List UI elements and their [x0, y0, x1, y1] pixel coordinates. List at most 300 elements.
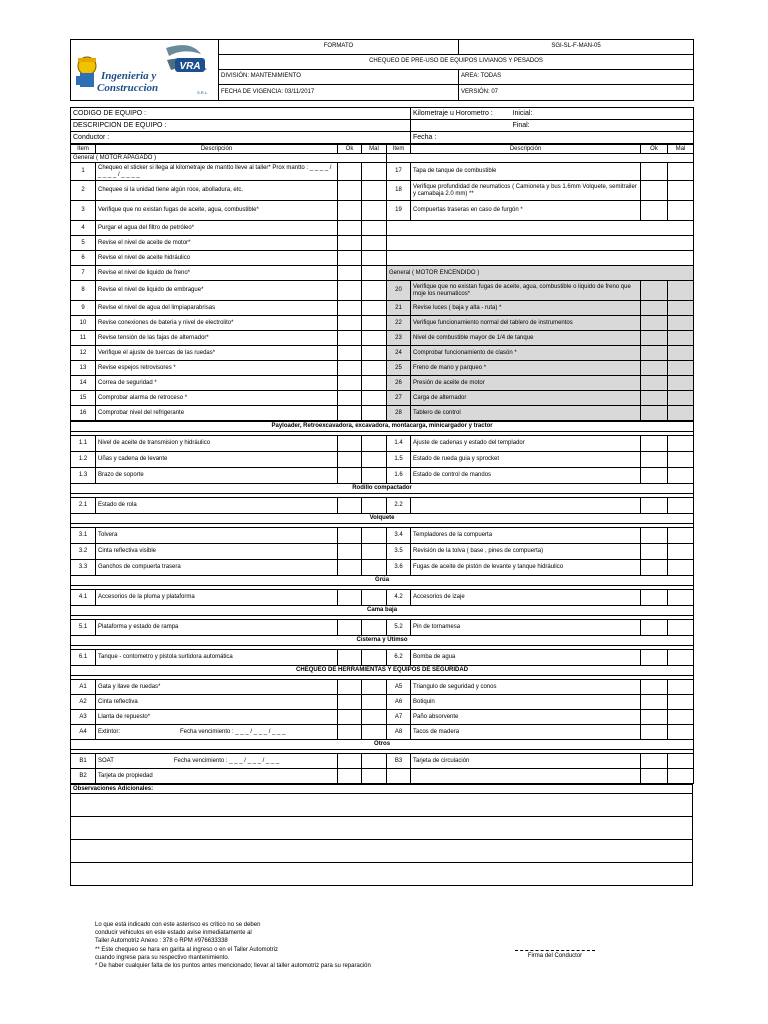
signature-line[interactable] — [515, 950, 595, 951]
item-number: 3 — [71, 201, 96, 221]
mal-checkbox[interactable] — [362, 710, 387, 725]
form-title: CHEQUEO DE PRE-USO DE EQUIPOS LIVIANOS Y PESADOS — [219, 54, 694, 69]
checklist-row — [71, 266, 694, 281]
item-number: 6.1 — [71, 650, 96, 666]
item-description — [411, 769, 641, 784]
item-number: 25 — [387, 361, 411, 376]
item-number: 20 — [387, 281, 411, 301]
item-description — [96, 754, 338, 769]
mal-checkbox[interactable] — [362, 236, 387, 251]
ok-checkbox[interactable] — [641, 754, 668, 769]
mal-checkbox[interactable] — [362, 468, 387, 484]
ok-checkbox[interactable] — [338, 498, 362, 514]
item-text: Ganchos de compuerta trasera — [98, 564, 181, 570]
item-number: 17 — [387, 163, 411, 181]
mal-checkbox[interactable] — [362, 498, 387, 514]
ok-checkbox[interactable] — [338, 281, 362, 301]
mal-checkbox[interactable] — [668, 620, 694, 636]
item-text: Tarjeta de propiedad — [98, 772, 153, 779]
mal-checkbox[interactable] — [668, 452, 694, 468]
ok-checkbox[interactable] — [641, 695, 668, 710]
mal-checkbox[interactable] — [668, 769, 694, 784]
item-description — [96, 590, 338, 606]
ok-checkbox[interactable] — [338, 590, 362, 606]
col-mal: Mal — [362, 145, 387, 154]
codigo-field[interactable]: CODIGO DE EQUIPO : — [71, 108, 411, 120]
ok-checkbox[interactable] — [641, 181, 668, 201]
ok-checkbox[interactable] — [338, 528, 362, 544]
section-row — [71, 468, 694, 484]
mal-checkbox[interactable] — [668, 436, 694, 452]
item-description: Verifique que no existan fugas de aceite, agua, combustible* — [96, 201, 338, 221]
ok-checkbox[interactable] — [641, 544, 668, 560]
item-number: 23 — [387, 331, 411, 346]
item-text: Tanque - contometro y pistola surtidora automática — [98, 654, 233, 660]
general-rows — [71, 163, 694, 421]
item-description — [96, 769, 338, 784]
section-row — [71, 725, 694, 740]
ok-checkbox[interactable] — [338, 406, 362, 421]
observaciones-line[interactable] — [71, 863, 693, 886]
item-description: Chequeo el sticker si llega al kilometraje de mantto lleve al taller* Prox mantto : _ _ _ _ / _ _ _ _ / _ _ _ _ — [96, 163, 338, 181]
item-number: 5 — [71, 236, 96, 251]
item-number: 8 — [71, 281, 96, 301]
ok-checkbox[interactable] — [338, 468, 362, 484]
inicial-field[interactable]: Inicial: — [511, 108, 694, 120]
observaciones-line[interactable] — [71, 794, 693, 817]
item-number: 1.2 — [71, 452, 96, 468]
mal-checkbox[interactable] — [362, 650, 387, 666]
section-heading: Payloader, Retroexcavadora, excavadora, montacarga, minicargador y tractor — [71, 422, 694, 432]
section-row — [71, 590, 694, 606]
mal-checkbox[interactable] — [362, 754, 387, 769]
col-ok: Ok — [338, 145, 362, 154]
mal-checkbox[interactable] — [668, 181, 694, 201]
item-number: 4.1 — [71, 590, 96, 606]
observaciones-line[interactable] — [71, 817, 693, 840]
checklist-row — [71, 406, 694, 421]
ok-checkbox[interactable] — [338, 361, 362, 376]
ok-checkbox[interactable] — [338, 560, 362, 576]
item-description: Botiquin — [411, 695, 641, 710]
item-description: Verifique que no existan fugas de aceite, agua, combustible o liquido de freno que moje los neumaticos* — [411, 281, 641, 301]
item-number: A6 — [387, 695, 411, 710]
item-number: 9 — [71, 301, 96, 316]
ok-checkbox[interactable] — [641, 346, 668, 361]
mal-checkbox[interactable] — [668, 391, 694, 406]
mal-checkbox[interactable] — [362, 528, 387, 544]
mal-checkbox[interactable] — [668, 710, 694, 725]
mal-checkbox[interactable] — [362, 590, 387, 606]
section-row — [71, 754, 694, 769]
ok-checkbox[interactable] — [338, 346, 362, 361]
ok-checkbox[interactable] — [338, 221, 362, 236]
section-row — [71, 680, 694, 695]
mal-checkbox[interactable] — [362, 316, 387, 331]
item-number: 5.2 — [387, 620, 411, 636]
ok-checkbox[interactable] — [641, 560, 668, 576]
checklist-row — [71, 236, 694, 251]
mal-checkbox[interactable] — [362, 695, 387, 710]
mal-checkbox[interactable] — [362, 163, 387, 181]
item-number: 6 — [71, 251, 96, 266]
mal-checkbox[interactable] — [362, 301, 387, 316]
mal-checkbox[interactable] — [362, 361, 387, 376]
item-description: Correa de seguridad * — [96, 376, 338, 391]
mal-checkbox[interactable] — [668, 301, 694, 316]
observaciones-line[interactable] — [71, 840, 693, 863]
ok-checkbox[interactable] — [338, 163, 362, 181]
item-description: Estado de control de mandos — [411, 468, 641, 484]
item-description: Presión de aceite de motor — [411, 376, 641, 391]
ok-checkbox[interactable] — [641, 301, 668, 316]
mal-checkbox[interactable] — [668, 680, 694, 695]
mal-checkbox[interactable] — [362, 620, 387, 636]
mal-checkbox[interactable] — [668, 201, 694, 221]
mal-checkbox[interactable] — [362, 266, 387, 281]
mal-checkbox[interactable] — [668, 695, 694, 710]
item-description — [96, 695, 338, 710]
item-number: A3 — [71, 710, 96, 725]
mal-checkbox[interactable] — [668, 346, 694, 361]
mal-checkbox[interactable] — [362, 376, 387, 391]
item-number: 7 — [71, 266, 96, 281]
item-description: Fugas de aceite de pistón de levante y tanque hidráulico — [411, 560, 641, 576]
item-text: Uñas y cadena de levante — [98, 456, 168, 462]
form-header — [70, 39, 694, 101]
checklist-row — [71, 301, 694, 316]
general-on-heading: General ( MOTOR ENCENDIDO ) — [387, 266, 694, 281]
mal-checkbox[interactable] — [362, 181, 387, 201]
section-row — [71, 544, 694, 560]
item-number: A1 — [71, 680, 96, 695]
fecha-vencimiento[interactable]: Fecha vencimiento : _ _ _ / _ _ _ / _ _ _ — [180, 728, 286, 735]
section-row — [71, 620, 694, 636]
item-number: 6.2 — [387, 650, 411, 666]
mal-checkbox[interactable] — [668, 590, 694, 606]
checklist-row — [71, 331, 694, 346]
mal-checkbox[interactable] — [362, 769, 387, 784]
section-heading: CHEQUEO DE HERRAMIENTAS Y EQUIPOS DE SEGURIDAD — [71, 666, 694, 676]
ok-checkbox[interactable] — [338, 201, 362, 221]
col-item: Item — [387, 145, 411, 154]
item-number — [387, 769, 411, 784]
item-description: Revise el nivel de agua del limpiaparabrisas — [96, 301, 338, 316]
item-description: Freno de mano y parqueo * — [411, 361, 641, 376]
section-row — [71, 695, 694, 710]
item-text: Extintor: — [98, 728, 121, 735]
ok-checkbox[interactable] — [338, 391, 362, 406]
section-heading: Volquete — [71, 514, 694, 524]
item-description — [96, 710, 338, 725]
item-description: Revise el nivel de aceite hidráulico — [96, 251, 338, 266]
note-line: conducir vehiculos en este estado avise inmediatamente al — [95, 930, 252, 937]
ok-checkbox[interactable] — [641, 316, 668, 331]
ok-checkbox[interactable] — [641, 710, 668, 725]
checklist-row — [71, 251, 694, 266]
sections-table — [70, 421, 694, 784]
item-description: Purgar el agua del filtro de petróleo* — [96, 221, 338, 236]
ok-checkbox[interactable] — [641, 436, 668, 452]
item-description: Nivel de combustible mayor de 1/4 de tanque — [411, 331, 641, 346]
checklist-row — [71, 361, 694, 376]
mal-checkbox[interactable] — [362, 560, 387, 576]
item-number: 1 — [71, 163, 96, 181]
item-number: 15 — [71, 391, 96, 406]
ok-checkbox[interactable] — [641, 163, 668, 181]
item-description: Revise conexiones de bateria y nivel de electrolito* — [96, 316, 338, 331]
logo-line1: Ingenieria y — [101, 70, 157, 82]
ok-checkbox[interactable] — [338, 710, 362, 725]
item-description: Tacos de madera — [411, 725, 641, 740]
mal-checkbox[interactable] — [668, 376, 694, 391]
item-text: Llanta de repuesto* — [98, 713, 151, 720]
mal-checkbox[interactable] — [668, 725, 694, 740]
logo-suffix: S.R.L. — [197, 90, 209, 95]
ok-checkbox[interactable] — [338, 650, 362, 666]
observaciones-label: Observaciones Adicionales: — [71, 785, 693, 794]
mal-checkbox[interactable] — [668, 528, 694, 544]
section-heading: Grúa — [71, 576, 694, 586]
checklist-row — [71, 221, 694, 236]
ok-checkbox[interactable] — [338, 680, 362, 695]
mal-checkbox[interactable] — [362, 725, 387, 740]
signature-label: Firma del Conductor — [527, 953, 583, 959]
conductor-field[interactable]: Conductor : — [71, 132, 411, 144]
ok-checkbox[interactable] — [641, 201, 668, 221]
ok-checkbox[interactable] — [338, 181, 362, 201]
item-description — [96, 620, 338, 636]
item-description: Verifique funcionamiento normal del tablero de instrumentos — [411, 316, 641, 331]
equipment-fields — [70, 107, 694, 144]
final-field[interactable]: Final: — [511, 120, 694, 132]
fecha-field[interactable]: Fecha : — [411, 132, 694, 144]
ok-checkbox[interactable] — [641, 361, 668, 376]
mal-checkbox[interactable] — [362, 201, 387, 221]
mal-checkbox[interactable] — [668, 163, 694, 181]
empty-cell — [387, 236, 694, 251]
item-number: A7 — [387, 710, 411, 725]
logo-graphic — [71, 40, 217, 97]
ok-checkbox[interactable] — [641, 281, 668, 301]
header-division: DIVISIÓN: MANTENIMIENTO — [219, 69, 459, 84]
ok-checkbox[interactable] — [641, 406, 668, 421]
section-row — [71, 560, 694, 576]
section-heading: Cama baja — [71, 606, 694, 616]
mal-checkbox[interactable] — [668, 361, 694, 376]
item-description: Triangulo de seguridad y conos — [411, 680, 641, 695]
item-text: Accesorios de la pluma y plataforma — [98, 594, 195, 600]
item-description: Revise el nivel de aceite de motor* — [96, 236, 338, 251]
item-description — [96, 468, 338, 484]
fecha-vencimiento[interactable]: Fecha vencimiento : _ _ _ / _ _ _ / _ _ _ — [173, 757, 280, 764]
mal-checkbox[interactable] — [668, 560, 694, 576]
item-description: Comprobar nivel del refrigerante — [96, 406, 338, 421]
empty-cell — [387, 251, 694, 266]
mal-checkbox[interactable] — [668, 406, 694, 421]
mal-checkbox[interactable] — [362, 251, 387, 266]
ok-checkbox[interactable] — [641, 650, 668, 666]
signature-block — [515, 950, 595, 959]
item-description: Revise espejos retrovisores * — [96, 361, 338, 376]
section-row — [71, 436, 694, 452]
checklist-table — [70, 144, 694, 421]
checklist-form — [70, 39, 693, 886]
item-description: Compuertas traseras en caso de furgón * — [411, 201, 641, 221]
item-number: 4 — [71, 221, 96, 236]
item-description: Chequee si la unidad tiene algún roce, abolladura, etc. — [96, 181, 338, 201]
ok-checkbox[interactable] — [641, 498, 668, 514]
ok-checkbox[interactable] — [338, 452, 362, 468]
note-line: * De haber cualquier falta de los puntos antes mencionado; llevar al taller automotriz para su reparación — [95, 963, 371, 970]
item-description: Tapa de tanque de combustible — [411, 163, 641, 181]
ok-checkbox[interactable] — [338, 301, 362, 316]
ok-checkbox[interactable] — [641, 376, 668, 391]
item-description — [96, 498, 338, 514]
item-number: 2.2 — [387, 498, 411, 514]
item-number: 3.1 — [71, 528, 96, 544]
ok-checkbox[interactable] — [641, 331, 668, 346]
mal-checkbox[interactable] — [668, 498, 694, 514]
ok-checkbox[interactable] — [641, 391, 668, 406]
ok-checkbox[interactable] — [338, 725, 362, 740]
section-row — [71, 650, 694, 666]
item-text: Nivel de aceite de transmision y hidráulico — [98, 440, 211, 446]
item-number: 5.1 — [71, 620, 96, 636]
mal-checkbox[interactable] — [362, 331, 387, 346]
item-description: Bomba de agua — [411, 650, 641, 666]
item-number: 13 — [71, 361, 96, 376]
section-heading: Otros — [71, 740, 694, 750]
ok-checkbox[interactable] — [338, 316, 362, 331]
mal-checkbox[interactable] — [362, 406, 387, 421]
ok-checkbox[interactable] — [641, 620, 668, 636]
logo-line2: Construccion — [97, 82, 159, 94]
item-description: Tablero de control — [411, 406, 641, 421]
mal-checkbox[interactable] — [668, 331, 694, 346]
note-line: cuando ingrese para su respectivo mantenimiento. — [95, 954, 230, 961]
item-text: Cinta reflectiva — [98, 698, 138, 705]
item-description: Accesorios de izaje — [411, 590, 641, 606]
ok-checkbox[interactable] — [338, 266, 362, 281]
ok-checkbox[interactable] — [338, 251, 362, 266]
item-text: Cinta reflectiva visible — [98, 548, 157, 554]
ok-checkbox[interactable] — [338, 376, 362, 391]
mal-checkbox[interactable] — [362, 436, 387, 452]
section-row — [71, 769, 694, 784]
item-number: 3.6 — [387, 560, 411, 576]
section-row — [71, 452, 694, 468]
section-row — [71, 528, 694, 544]
mal-checkbox[interactable] — [668, 754, 694, 769]
item-description: Revise el nivel de liquido de embrague* — [96, 281, 338, 301]
ok-checkbox[interactable] — [338, 331, 362, 346]
note-line: Taller Automotriz Anexo : 378 o RPM #976633338 — [95, 938, 228, 945]
section-row — [71, 710, 694, 725]
ok-checkbox[interactable] — [641, 769, 668, 784]
ok-checkbox[interactable] — [338, 695, 362, 710]
ok-checkbox[interactable] — [338, 620, 362, 636]
mal-checkbox[interactable] — [668, 650, 694, 666]
item-number: 24 — [387, 346, 411, 361]
ok-checkbox[interactable] — [338, 436, 362, 452]
ok-checkbox[interactable] — [641, 590, 668, 606]
km-label: Kilometraje u Horometro : — [411, 108, 511, 120]
item-number: 1.6 — [387, 468, 411, 484]
checklist-row — [71, 201, 694, 221]
ok-checkbox[interactable] — [641, 452, 668, 468]
item-text: Tolvera — [98, 532, 118, 538]
item-description — [96, 452, 338, 468]
item-description: Comprobar alarma de retroceso * — [96, 391, 338, 406]
checklist-row — [71, 316, 694, 331]
mal-checkbox[interactable] — [362, 680, 387, 695]
item-number: 2 — [71, 181, 96, 201]
item-text: Brazo de soporte — [98, 472, 144, 478]
ok-checkbox[interactable] — [641, 468, 668, 484]
item-number: A8 — [387, 725, 411, 740]
mal-checkbox[interactable] — [362, 346, 387, 361]
ok-checkbox[interactable] — [641, 680, 668, 695]
checklist-row — [71, 346, 694, 361]
item-number: B3 — [387, 754, 411, 769]
item-number: 12 — [71, 346, 96, 361]
col-descripcion: Descripción — [411, 145, 641, 154]
mal-checkbox[interactable] — [668, 316, 694, 331]
item-number: 27 — [387, 391, 411, 406]
mal-checkbox[interactable] — [362, 391, 387, 406]
ok-checkbox[interactable] — [338, 754, 362, 769]
item-number: 14 — [71, 376, 96, 391]
item-number: 1.4 — [387, 436, 411, 452]
checklist-row — [71, 181, 694, 201]
mal-checkbox[interactable] — [668, 468, 694, 484]
item-description — [96, 436, 338, 452]
ok-checkbox[interactable] — [338, 769, 362, 784]
item-number: 18 — [387, 181, 411, 201]
mal-checkbox[interactable] — [362, 452, 387, 468]
item-number: 3.2 — [71, 544, 96, 560]
ok-checkbox[interactable] — [641, 528, 668, 544]
item-description: Paño absorvente — [411, 710, 641, 725]
ok-checkbox[interactable] — [338, 544, 362, 560]
checklist-row — [71, 281, 694, 301]
item-number: 26 — [387, 376, 411, 391]
section-body — [71, 422, 694, 784]
mal-checkbox[interactable] — [668, 281, 694, 301]
ok-checkbox[interactable] — [338, 236, 362, 251]
item-number: 10 — [71, 316, 96, 331]
mal-checkbox[interactable] — [362, 221, 387, 236]
item-description: Comprobar funcionamiento de clasón * — [411, 346, 641, 361]
header-code: SGI-SL-F-MAN-05 — [459, 40, 694, 55]
item-text: SOAT — [98, 757, 114, 764]
item-description — [96, 528, 338, 544]
mal-checkbox[interactable] — [362, 281, 387, 301]
item-description — [96, 650, 338, 666]
note-line: Lo que está indicado con este asterisco es critico no se deben — [95, 922, 261, 928]
note-line: ** Este chequeo se hara en garita al ingreso o en el Taller Automotriz — [95, 946, 278, 953]
mal-checkbox[interactable] — [668, 544, 694, 560]
item-number: A2 — [71, 695, 96, 710]
ok-checkbox[interactable] — [641, 725, 668, 740]
item-description: Pin de tornamesa — [411, 620, 641, 636]
item-text: Gata y llave de ruedas* — [98, 683, 161, 690]
checklist-row — [71, 163, 694, 181]
descripcion-field[interactable]: DESCRIPCION DE EQUIPO : — [71, 120, 411, 132]
mal-checkbox[interactable] — [362, 544, 387, 560]
item-number: 4.2 — [387, 590, 411, 606]
